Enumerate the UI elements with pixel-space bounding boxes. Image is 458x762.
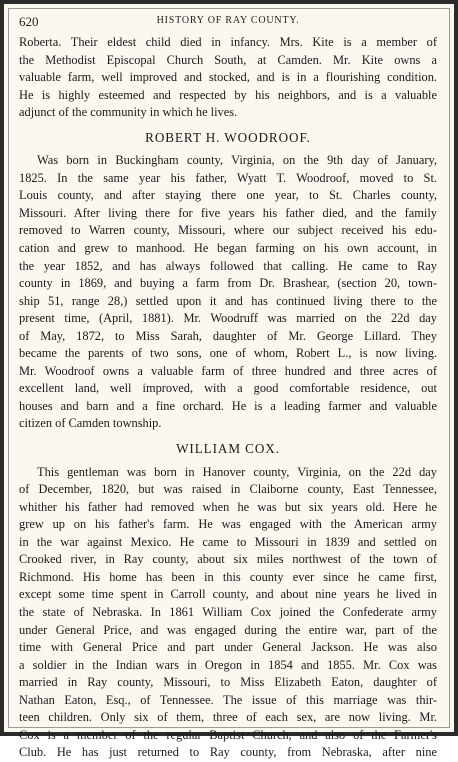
section-heading: WILLIAM COX. [176, 441, 280, 457]
text-line: the state of Nebraska. In 1861 William Cox joined the Confederate army [19, 604, 437, 619]
section-cox [19, 440, 437, 762]
text-line: cation and grew to manhood. He began farming on his own account, in [19, 241, 437, 256]
text-line: Crooked river, in Ray county, about six miles northwest of the town of [19, 552, 437, 567]
page-number: 620 [19, 14, 39, 29]
text-line: Nathan Eaton, Esq., of Tennessee. The issue of this marriage was thir- [19, 692, 437, 707]
text-line: Mr. Woodroof owns a valuable farm of three hundred and three acres of [19, 363, 437, 378]
section-heading: ROBERT H. WOODROOF. [145, 129, 311, 145]
text-line: valuable farm, well improved and stocked, and is in a flourishing condition. [19, 70, 437, 85]
text-line: Roberta. Their eldest child died in infancy. Mrs. Kite is a member of [19, 35, 437, 49]
text-line: Was born in Buckingham county, Virginia, on the 9th day of January, [37, 153, 437, 168]
text-line: the year 1852, and has always followed that calling. He came to Ray [19, 258, 437, 273]
text-line: grew up on his father's farm. He was engaged with the American army [19, 517, 437, 532]
text-line: except some time spent in Carroll county, and about nine years he lived in [19, 587, 437, 602]
text-line: Richmond. His home has been in this county ever since he came first, [19, 569, 437, 584]
text-line: in the war against Mexico. He came to Missouri in 1839 and settled on [19, 534, 437, 549]
section-woodroof [19, 129, 437, 433]
text-line: Club. He has just returned to Ray county, from Nebraska, after nine [19, 745, 437, 760]
text-line: the Methodist Episcopal Church South, at Camden. Mr. Kite owns a [19, 52, 437, 67]
text-line: married in Ray county, Missouri, to Miss Elizabeth Eaton, daughter of [19, 675, 437, 690]
page-header [19, 14, 437, 32]
text-line: 1825. In the same year his father, Wyatt T. Woodroof, moved to St. [19, 170, 437, 185]
text-line: removed to Warren county, Missouri, where our subject received his edu- [19, 223, 437, 238]
body-text [19, 34, 437, 762]
text-line: This gentleman was born in Hanover county, Virginia, on the 22d day [37, 464, 437, 479]
text-line: present time, (April, 1881). Mr. Woodruff was married on the 22d day [19, 311, 437, 326]
text-line: houses and barn and a fine orchard. He is a leading farmer and valuable [19, 398, 437, 413]
text-line: became the parents of two sons, one of whom, Robert L., is now living. [19, 346, 437, 361]
text-line: teen children. Only six of them, three of each sex, are now living. Mr. [19, 710, 437, 725]
text-line: citizen of Camden township. [19, 416, 162, 431]
text-line: county in 1869, and buying a farm from Dr. Brashear, (section 20, town- [19, 276, 437, 291]
intro-paragraph [19, 34, 437, 122]
text-line: of December, 1820, but was raised in Claiborne county, East Tennessee, [19, 482, 437, 497]
text-line: under General Price, and was engaged during the entire war, part of the [19, 622, 437, 637]
text-line: whither his father had removed when he was but six years old. Here he [19, 499, 437, 514]
page-inner-border [8, 8, 450, 760]
text-line: excellent land, well improved, with a good comfortable residence, out [19, 381, 437, 396]
text-line: time with General Price and part under General Jackson. He was also [19, 640, 437, 655]
text-line: Cox is a member of the regular Baptist Church, and also of the Farmer's [19, 727, 437, 742]
text-line: of May, 1872, to Miss Sarah, daughter of Mr. George Lillard. They [19, 328, 437, 343]
text-line: ship 51, range 28,) settled upon it and has continued living there to the [19, 293, 437, 308]
text-line: Louis county, and after staying there one year, to St. Charles county, [19, 188, 437, 203]
running-head: HISTORY OF RAY COUNTY. [156, 15, 300, 26]
text-line: Missouri. After living there for five years his father died, and the family [19, 205, 437, 220]
text-line: He is highly esteemed and respected by his neighbors, and is a valuable [19, 87, 437, 102]
text-line: a soldier in the Indian wars in Oregon in 1854 and 1855. Mr. Cox was [19, 657, 437, 672]
text-line: adjunct of the community in which he lives. [19, 105, 238, 120]
